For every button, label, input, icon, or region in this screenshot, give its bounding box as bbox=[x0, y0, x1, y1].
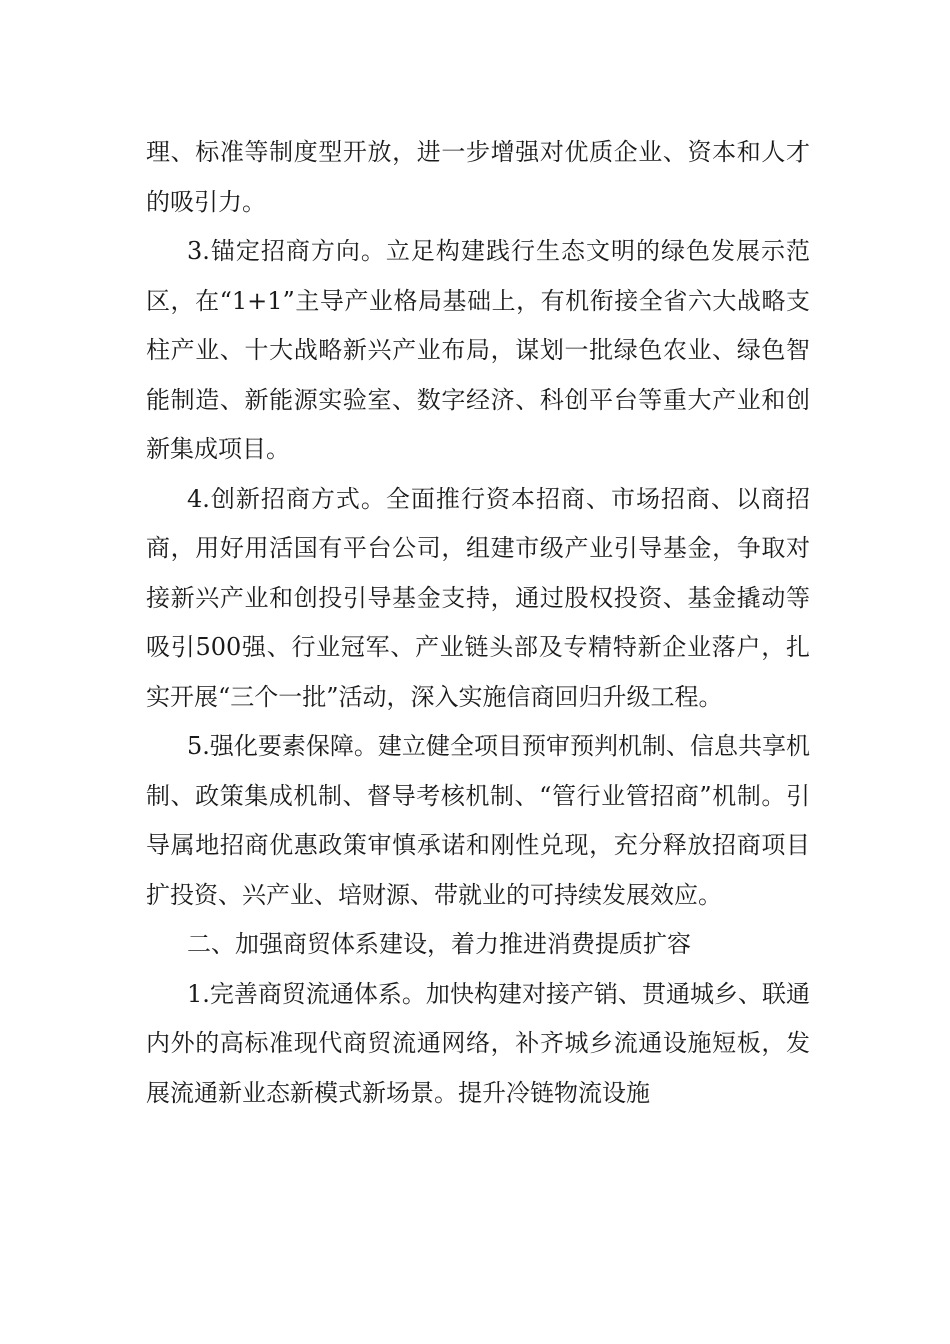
paragraph-item-4: 4.创新招商方式。全面推行资本招商、市场招商、以商招商，用好用活国有平台公司，组建市级产业引导基金，争取对接新兴产业和创投引导基金支持，通过股权投资、基金撬动等吸引500强、行业冠军、产业链头部及专精特新企业落户，扎实开展“三个一批”活动，深入实施信商回归升级工程。 bbox=[146, 484, 810, 711]
section-heading-2: 二、加强商贸体系建设，着力推进消费提质扩容 bbox=[187, 930, 691, 958]
paragraph-continuation: 理、标准等制度型开放，进一步增强对优质企业、资本和人才的吸引力。 bbox=[146, 138, 810, 216]
paragraph-item-3: 3.锚定招商方向。立足构建践行生态文明的绿色发展示范区，在“1+1”主导产业格局基础上，有机衔接全省六大战略支柱产业、十大战略新兴产业布局，谋划一批绿色农业、绿色智能制造、新能源实验室、数字经济、科创平台等重大产业和创新集成项目。 bbox=[146, 237, 810, 463]
paragraph-item-1: 1.完善商贸流通体系。加快构建对接产销、贯通城乡、联通内外的高标准现代商贸流通网络，补齐城乡流通设施短板，发展流通新业态新模式新场景。提升冷链物流设施 bbox=[146, 979, 810, 1107]
document-body bbox=[146, 128, 810, 1118]
paragraph-item-5: 5.强化要素保障。建立健全项目预审预判机制、信息共享机制、政策集成机制、督导考核机制、“管行业管招商”机制。引导属地招商优惠政策审慎承诺和刚性兑现，充分释放招商项目扩投资、兴产业、培财源、带就业的可持续发展效应。 bbox=[146, 732, 810, 909]
